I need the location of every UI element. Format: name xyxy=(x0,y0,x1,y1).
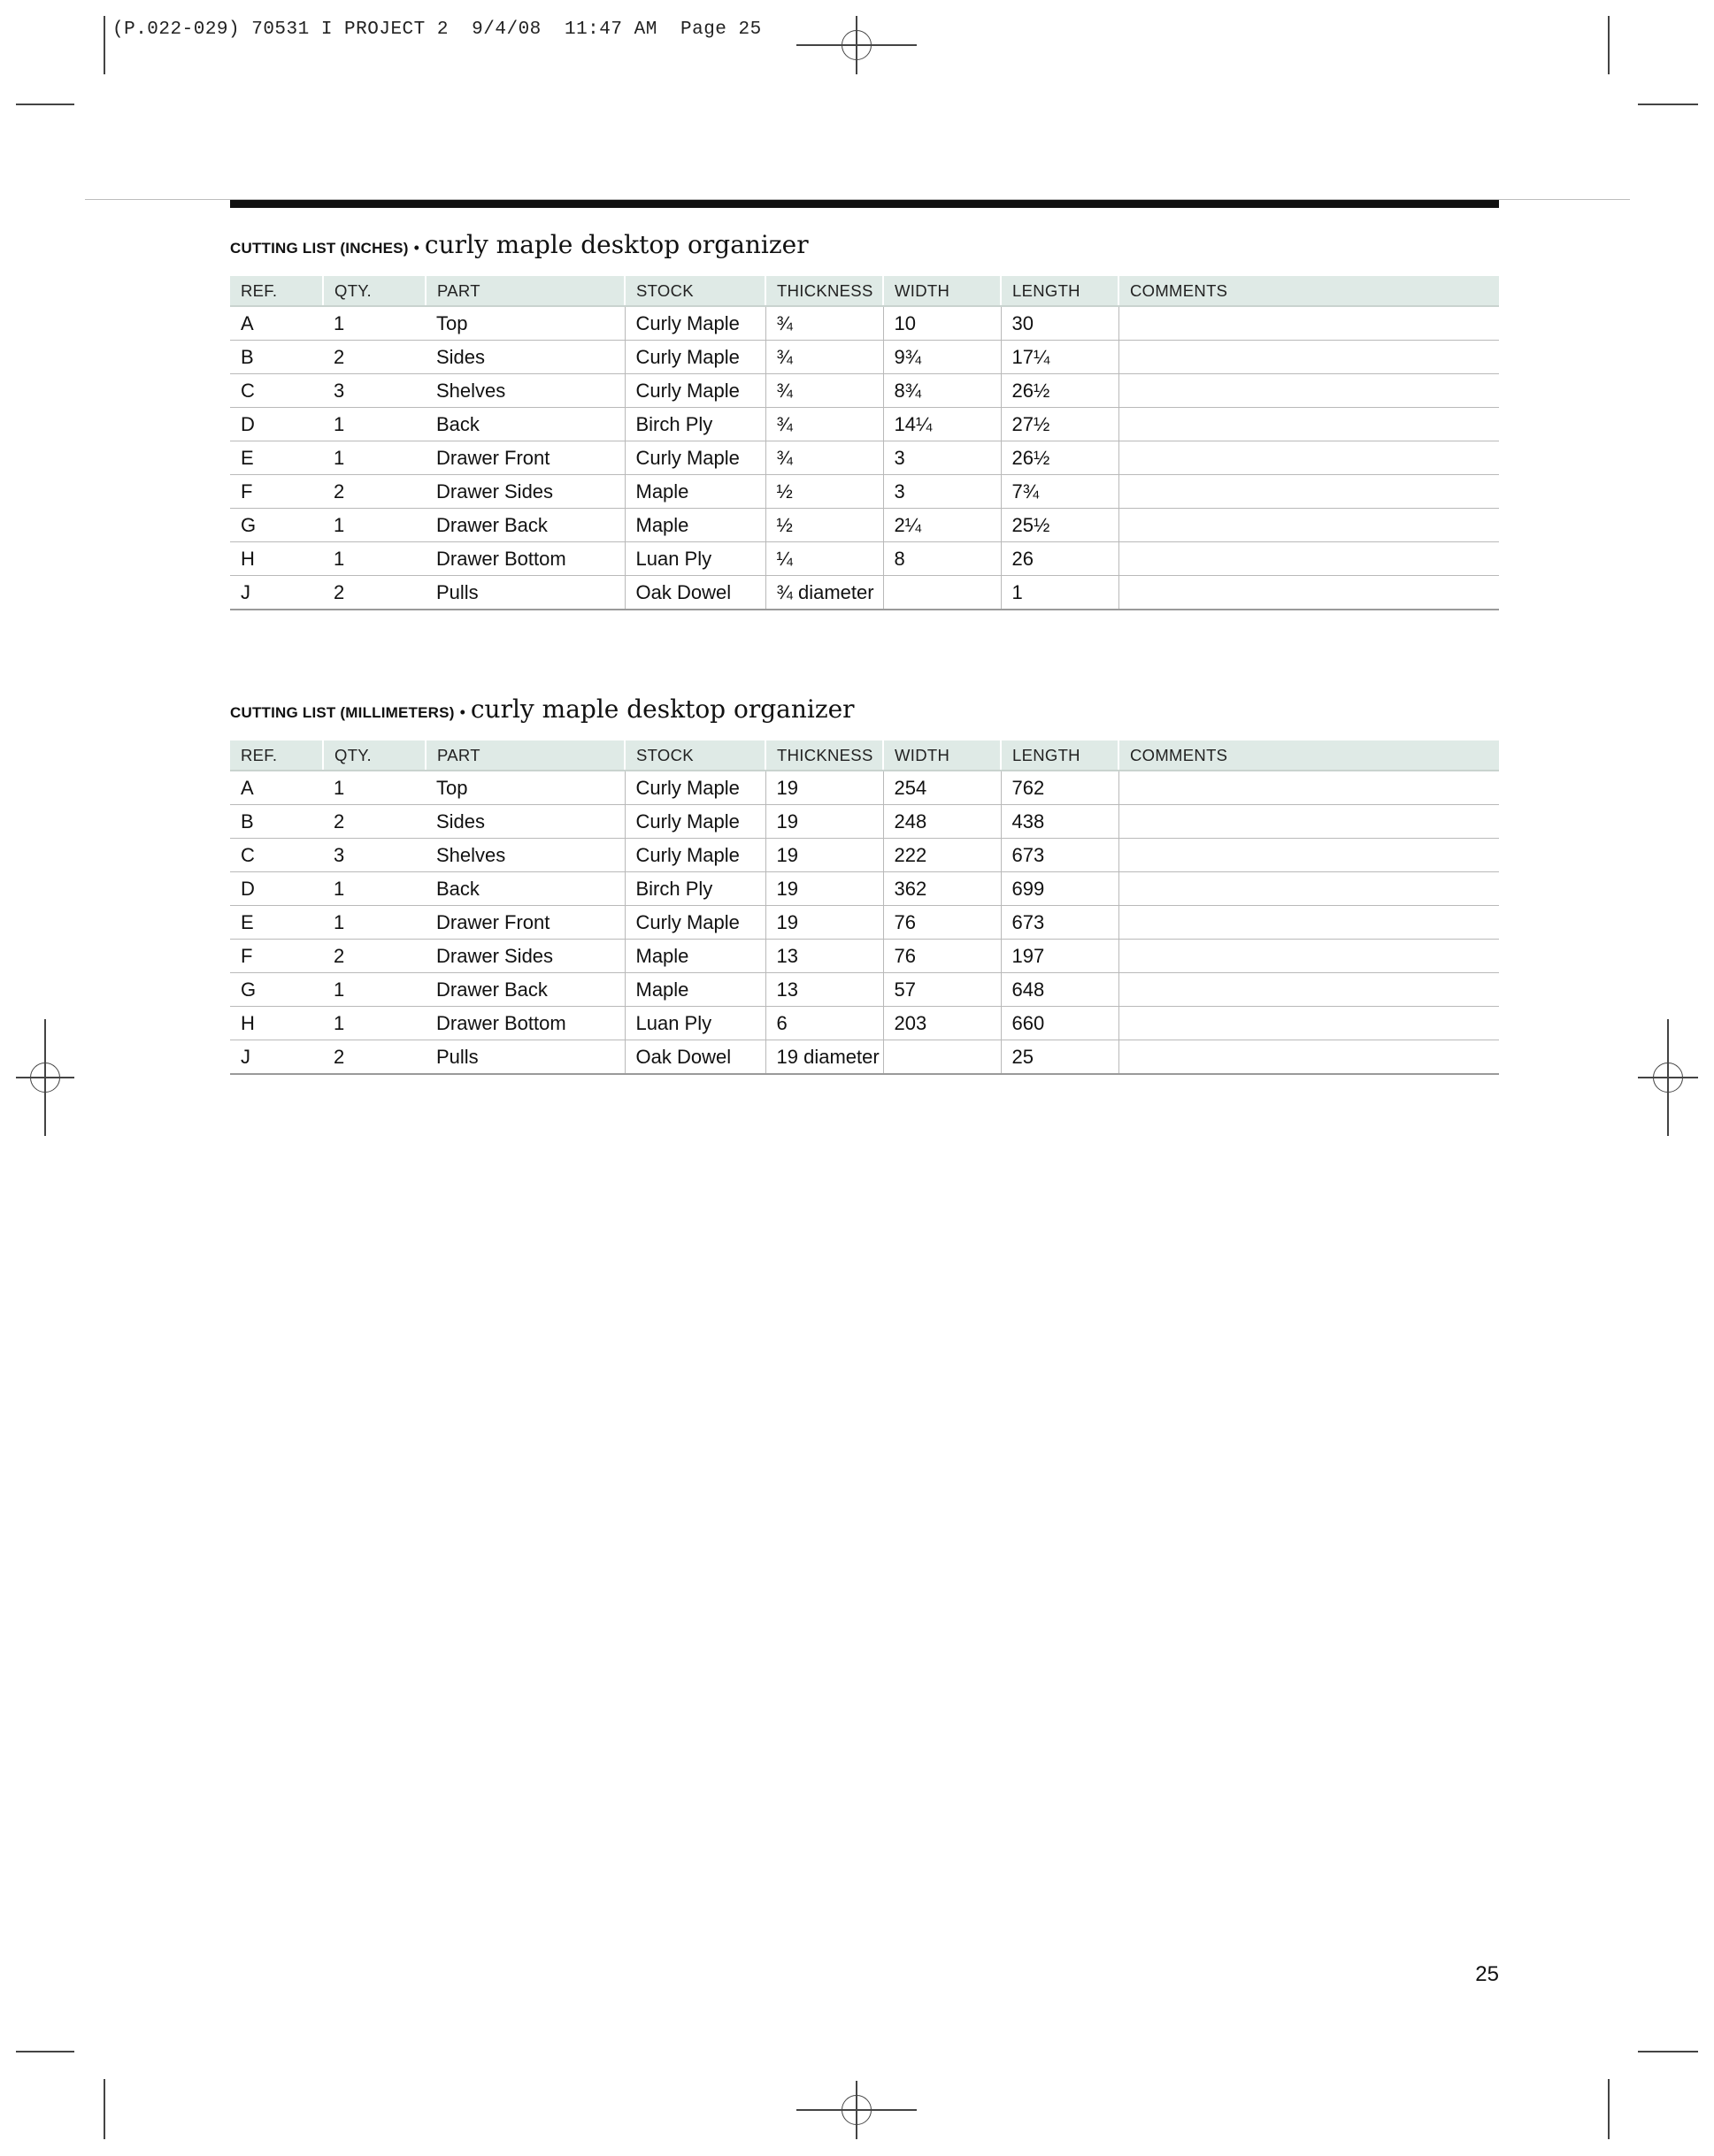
table-row xyxy=(230,1007,1499,1040)
table-row xyxy=(230,542,1499,576)
col-thickness: THICKNESS xyxy=(765,276,883,306)
cell-width: 248 xyxy=(883,805,1001,839)
project-name: curly maple desktop organizer xyxy=(470,694,855,724)
cell-thickness: 19 xyxy=(765,839,883,872)
cell-width: 2¼ xyxy=(883,509,1001,542)
cell-comments xyxy=(1118,973,1499,1007)
cell-part: Drawer Back xyxy=(426,973,625,1007)
cell-comments xyxy=(1118,771,1499,805)
cell-stock: Curly Maple xyxy=(625,374,765,408)
col-comments: COMMENTS xyxy=(1118,276,1499,306)
col-width: WIDTH xyxy=(883,740,1001,771)
cell-thickness: ¾ xyxy=(765,441,883,475)
cutting-list-millimeters xyxy=(230,694,1499,1075)
section-title xyxy=(230,230,1499,276)
cell-width: 14¼ xyxy=(883,408,1001,441)
cell-part: Sides xyxy=(426,805,625,839)
table-row xyxy=(230,805,1499,839)
cell-ref: E xyxy=(230,906,323,940)
cell-length: 762 xyxy=(1001,771,1118,805)
cell-width: 9¾ xyxy=(883,341,1001,374)
cell-comments xyxy=(1118,408,1499,441)
col-qty: QTY. xyxy=(323,740,426,771)
cell-length: 27½ xyxy=(1001,408,1118,441)
cell-thickness: 19 diameter xyxy=(765,1040,883,1075)
col-qty: QTY. xyxy=(323,276,426,306)
cell-qty: 1 xyxy=(323,542,426,576)
cell-part: Pulls xyxy=(426,576,625,610)
cell-qty: 3 xyxy=(323,839,426,872)
cell-length: 660 xyxy=(1001,1007,1118,1040)
table-row xyxy=(230,973,1499,1007)
table-row xyxy=(230,374,1499,408)
cell-thickness: ¾ diameter xyxy=(765,576,883,610)
cell-qty: 2 xyxy=(323,475,426,509)
table-body xyxy=(230,771,1499,1074)
cell-part: Top xyxy=(426,771,625,805)
cell-thickness: ½ xyxy=(765,509,883,542)
cell-stock: Curly Maple xyxy=(625,906,765,940)
cell-qty: 1 xyxy=(323,306,426,341)
table-row xyxy=(230,576,1499,610)
cell-stock: Curly Maple xyxy=(625,805,765,839)
cell-part: Drawer Front xyxy=(426,441,625,475)
cell-ref: A xyxy=(230,771,323,805)
cell-comments xyxy=(1118,1040,1499,1075)
col-comments: COMMENTS xyxy=(1118,740,1499,771)
cutting-list-inches xyxy=(230,230,1499,610)
cell-thickness: 13 xyxy=(765,973,883,1007)
cell-width: 8¾ xyxy=(883,374,1001,408)
cell-qty: 2 xyxy=(323,341,426,374)
cell-stock: Luan Ply xyxy=(625,542,765,576)
table-row xyxy=(230,1040,1499,1075)
cell-stock: Curly Maple xyxy=(625,341,765,374)
col-length: LENGTH xyxy=(1001,740,1118,771)
section-title xyxy=(230,694,1499,740)
cell-length: 25½ xyxy=(1001,509,1118,542)
cell-ref: G xyxy=(230,973,323,1007)
cell-width: 3 xyxy=(883,441,1001,475)
cell-part: Shelves xyxy=(426,374,625,408)
cell-qty: 1 xyxy=(323,1007,426,1040)
cell-stock: Oak Dowel xyxy=(625,576,765,610)
cell-stock: Curly Maple xyxy=(625,441,765,475)
cell-comments xyxy=(1118,940,1499,973)
cell-part: Shelves xyxy=(426,839,625,872)
cell-length: 438 xyxy=(1001,805,1118,839)
cell-width: 254 xyxy=(883,771,1001,805)
cell-part: Back xyxy=(426,872,625,906)
col-ref: REF. xyxy=(230,740,323,771)
cutting-table-inches xyxy=(230,276,1499,610)
col-part: PART xyxy=(426,276,625,306)
cell-stock: Maple xyxy=(625,973,765,1007)
header-row xyxy=(230,740,1499,771)
cell-ref: F xyxy=(230,940,323,973)
cell-thickness: ¾ xyxy=(765,408,883,441)
cell-comments xyxy=(1118,441,1499,475)
cell-length: 26½ xyxy=(1001,441,1118,475)
cell-ref: E xyxy=(230,441,323,475)
cell-qty: 2 xyxy=(323,940,426,973)
cell-qty: 2 xyxy=(323,805,426,839)
table-row xyxy=(230,408,1499,441)
cell-width: 57 xyxy=(883,973,1001,1007)
cell-comments xyxy=(1118,542,1499,576)
table-row xyxy=(230,771,1499,805)
col-thickness: THICKNESS xyxy=(765,740,883,771)
cell-width: 76 xyxy=(883,906,1001,940)
cell-stock: Birch Ply xyxy=(625,408,765,441)
cell-qty: 1 xyxy=(323,973,426,1007)
cell-thickness: ¾ xyxy=(765,306,883,341)
cell-thickness: 6 xyxy=(765,1007,883,1040)
cell-length: 26½ xyxy=(1001,374,1118,408)
cell-thickness: 19 xyxy=(765,771,883,805)
cell-thickness: ¾ xyxy=(765,374,883,408)
cell-ref: H xyxy=(230,542,323,576)
cell-length: 25 xyxy=(1001,1040,1118,1075)
cell-part: Pulls xyxy=(426,1040,625,1075)
cell-width: 10 xyxy=(883,306,1001,341)
cell-comments xyxy=(1118,906,1499,940)
cell-length: 648 xyxy=(1001,973,1118,1007)
section-label: CUTTING LIST (INCHES) xyxy=(230,240,409,257)
table-body xyxy=(230,306,1499,610)
cell-ref: B xyxy=(230,341,323,374)
cell-thickness: ¾ xyxy=(765,341,883,374)
header-thick-rule xyxy=(230,200,1499,208)
cell-stock: Oak Dowel xyxy=(625,1040,765,1075)
cell-qty: 1 xyxy=(323,872,426,906)
cell-ref: G xyxy=(230,509,323,542)
cell-part: Top xyxy=(426,306,625,341)
cell-comments xyxy=(1118,374,1499,408)
cell-thickness: 19 xyxy=(765,805,883,839)
cell-length: 699 xyxy=(1001,872,1118,906)
cell-length: 30 xyxy=(1001,306,1118,341)
cell-part: Drawer Back xyxy=(426,509,625,542)
cell-comments xyxy=(1118,872,1499,906)
cell-width xyxy=(883,1040,1001,1075)
cutting-table-millimeters xyxy=(230,740,1499,1075)
cell-qty: 3 xyxy=(323,374,426,408)
cell-ref: D xyxy=(230,408,323,441)
cell-ref: D xyxy=(230,872,323,906)
cell-length: 673 xyxy=(1001,906,1118,940)
section-label: CUTTING LIST (MILLIMETERS) xyxy=(230,704,455,721)
table-row xyxy=(230,306,1499,341)
cell-ref: J xyxy=(230,576,323,610)
cell-qty: 1 xyxy=(323,509,426,542)
cell-qty: 1 xyxy=(323,771,426,805)
cell-width: 362 xyxy=(883,872,1001,906)
cell-qty: 1 xyxy=(323,906,426,940)
cell-comments xyxy=(1118,1007,1499,1040)
cell-qty: 1 xyxy=(323,441,426,475)
cell-width: 3 xyxy=(883,475,1001,509)
cell-ref: C xyxy=(230,374,323,408)
cell-stock: Curly Maple xyxy=(625,306,765,341)
cell-comments xyxy=(1118,341,1499,374)
cell-length: 673 xyxy=(1001,839,1118,872)
table-row xyxy=(230,839,1499,872)
table-row xyxy=(230,341,1499,374)
cell-thickness: ½ xyxy=(765,475,883,509)
cell-stock: Maple xyxy=(625,475,765,509)
cell-comments xyxy=(1118,839,1499,872)
cell-qty: 2 xyxy=(323,576,426,610)
col-length: LENGTH xyxy=(1001,276,1118,306)
table-row xyxy=(230,940,1499,973)
cell-stock: Curly Maple xyxy=(625,771,765,805)
col-stock: STOCK xyxy=(625,740,765,771)
cell-length: 1 xyxy=(1001,576,1118,610)
cell-stock: Birch Ply xyxy=(625,872,765,906)
bullet: • xyxy=(413,239,419,257)
cell-ref: H xyxy=(230,1007,323,1040)
cell-part: Back xyxy=(426,408,625,441)
printer-slug: (P.022-029) 70531 I PROJECT 2 9/4/08 11:47 AM Page 25 xyxy=(112,19,762,40)
cell-length: 197 xyxy=(1001,940,1118,973)
table-row xyxy=(230,906,1499,940)
page-number: 25 xyxy=(1475,1962,1499,1986)
col-part: PART xyxy=(426,740,625,771)
col-stock: STOCK xyxy=(625,276,765,306)
table-row xyxy=(230,509,1499,542)
cell-width: 76 xyxy=(883,940,1001,973)
cell-thickness: 19 xyxy=(765,906,883,940)
cell-part: Drawer Sides xyxy=(426,940,625,973)
cell-ref: A xyxy=(230,306,323,341)
cell-stock: Luan Ply xyxy=(625,1007,765,1040)
col-width: WIDTH xyxy=(883,276,1001,306)
cell-stock: Maple xyxy=(625,940,765,973)
cell-stock: Curly Maple xyxy=(625,839,765,872)
cell-ref: J xyxy=(230,1040,323,1075)
bullet: • xyxy=(459,703,465,721)
cell-ref: B xyxy=(230,805,323,839)
cell-part: Drawer Bottom xyxy=(426,1007,625,1040)
cell-comments xyxy=(1118,576,1499,610)
cell-stock: Maple xyxy=(625,509,765,542)
cell-part: Drawer Sides xyxy=(426,475,625,509)
table-row xyxy=(230,872,1499,906)
table-row xyxy=(230,441,1499,475)
project-name: curly maple desktop organizer xyxy=(424,230,809,259)
cell-thickness: 13 xyxy=(765,940,883,973)
header-row xyxy=(230,276,1499,306)
cell-thickness: 19 xyxy=(765,872,883,906)
cell-width: 222 xyxy=(883,839,1001,872)
cell-length: 7¾ xyxy=(1001,475,1118,509)
cell-comments xyxy=(1118,509,1499,542)
cell-length: 17¼ xyxy=(1001,341,1118,374)
cell-width: 8 xyxy=(883,542,1001,576)
col-ref: REF. xyxy=(230,276,323,306)
cell-qty: 1 xyxy=(323,408,426,441)
cell-ref: F xyxy=(230,475,323,509)
cell-ref: C xyxy=(230,839,323,872)
cell-part: Drawer Front xyxy=(426,906,625,940)
table-row xyxy=(230,475,1499,509)
cell-part: Sides xyxy=(426,341,625,374)
cell-comments xyxy=(1118,805,1499,839)
cell-length: 26 xyxy=(1001,542,1118,576)
cell-comments xyxy=(1118,306,1499,341)
cell-qty: 2 xyxy=(323,1040,426,1075)
cell-comments xyxy=(1118,475,1499,509)
cell-part: Drawer Bottom xyxy=(426,542,625,576)
cell-width: 203 xyxy=(883,1007,1001,1040)
cell-width xyxy=(883,576,1001,610)
cell-thickness: ¼ xyxy=(765,542,883,576)
